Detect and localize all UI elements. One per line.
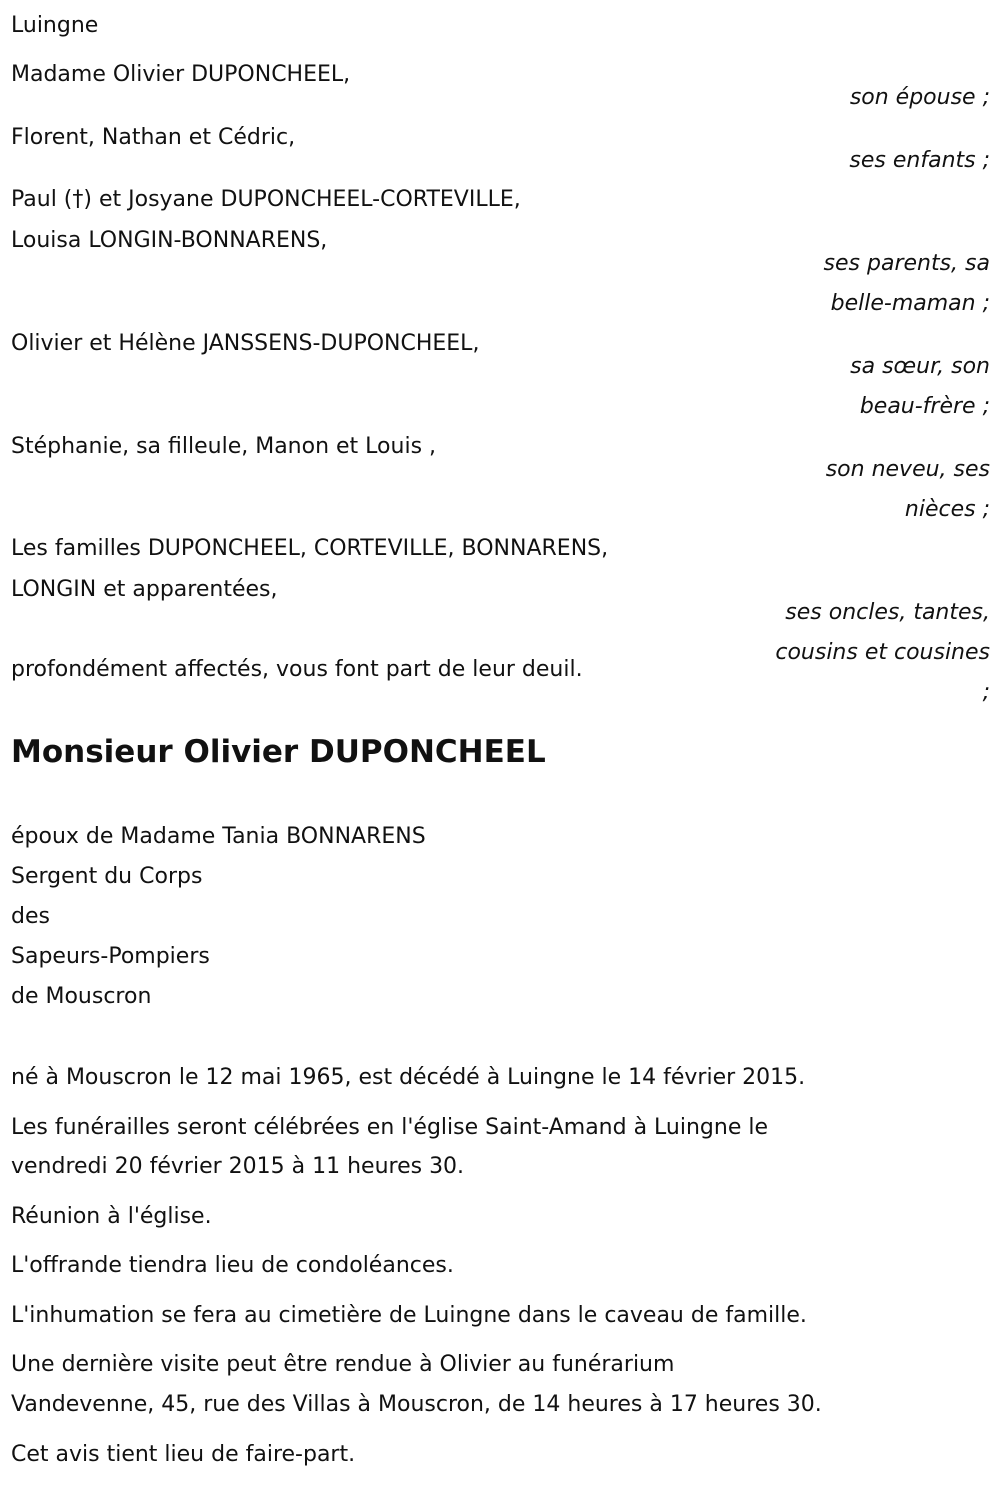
paragraph-line: Vandevenne, 45, rue des Villas à Mouscron, de 14 heures à 17 heures 30. [11, 1392, 822, 1417]
family-name: Les familles DUPONCHEEL, CORTEVILLE, BONNARENS, [11, 536, 609, 561]
detail-line: de Mouscron [11, 984, 152, 1009]
family-name: Olivier et Hélène JANSSENS-DUPONCHEEL, [11, 331, 480, 356]
family-name: Madame Olivier DUPONCHEEL, [11, 62, 351, 87]
family-name: LONGIN et apparentées, [11, 577, 278, 602]
paragraph-line: L'inhumation se fera au cimetière de Luingne dans le caveau de famille. [11, 1303, 807, 1328]
paragraph-line: vendredi 20 février 2015 à 11 heures 30. [11, 1154, 465, 1179]
paragraph-line: Une dernière visite peut être rendue à Olivier au funérarium [11, 1352, 675, 1377]
family-name: Paul (†) et Josyane DUPONCHEEL-CORTEVILLE, [11, 187, 521, 212]
announcement: profondément affectés, vous font part de leur deuil. [11, 657, 583, 682]
family-relation: ; [982, 680, 990, 705]
family-relation: nièces ; [904, 497, 990, 522]
family-relation: beau-frère ; [859, 394, 990, 419]
family-name: Florent, Nathan et Cédric, [11, 125, 296, 150]
family-relation: cousins et cousines [775, 640, 990, 665]
detail-line: des [11, 904, 50, 929]
detail-line: époux de Madame Tania BONNARENS [11, 824, 426, 849]
family-relation: sa sœur, son [850, 354, 990, 379]
family-name: Louisa LONGIN-BONNARENS, [11, 228, 328, 253]
deceased-name: Monsieur Olivier DUPONCHEEL [11, 734, 546, 770]
paragraph-line: Réunion à l'église. [11, 1204, 212, 1229]
paragraph-line: né à Mouscron le 12 mai 1965, est décédé à Luingne le 14 février 2015. [11, 1065, 806, 1090]
paragraph-line: Les funérailles seront célébrées en l'église Saint-Amand à Luingne le [11, 1115, 769, 1140]
paragraph-line: Cet avis tient lieu de faire-part. [11, 1442, 356, 1467]
detail-line: Sergent du Corps [11, 864, 203, 889]
paragraph-line: L'offrande tiendra lieu de condoléances. [11, 1253, 454, 1278]
detail-line: Sapeurs-Pompiers [11, 944, 210, 969]
family-relation: ses enfants ; [849, 148, 990, 173]
family-relation: ses parents, sa [823, 251, 990, 276]
family-relation: son épouse ; [849, 85, 990, 110]
family-name: Stéphanie, sa filleule, Manon et Louis , [11, 434, 437, 459]
family-relation: ses oncles, tantes, [785, 600, 990, 625]
place: Luingne [11, 13, 99, 38]
family-relation: son neveu, ses [825, 457, 990, 482]
family-relation: belle-maman ; [830, 291, 990, 316]
